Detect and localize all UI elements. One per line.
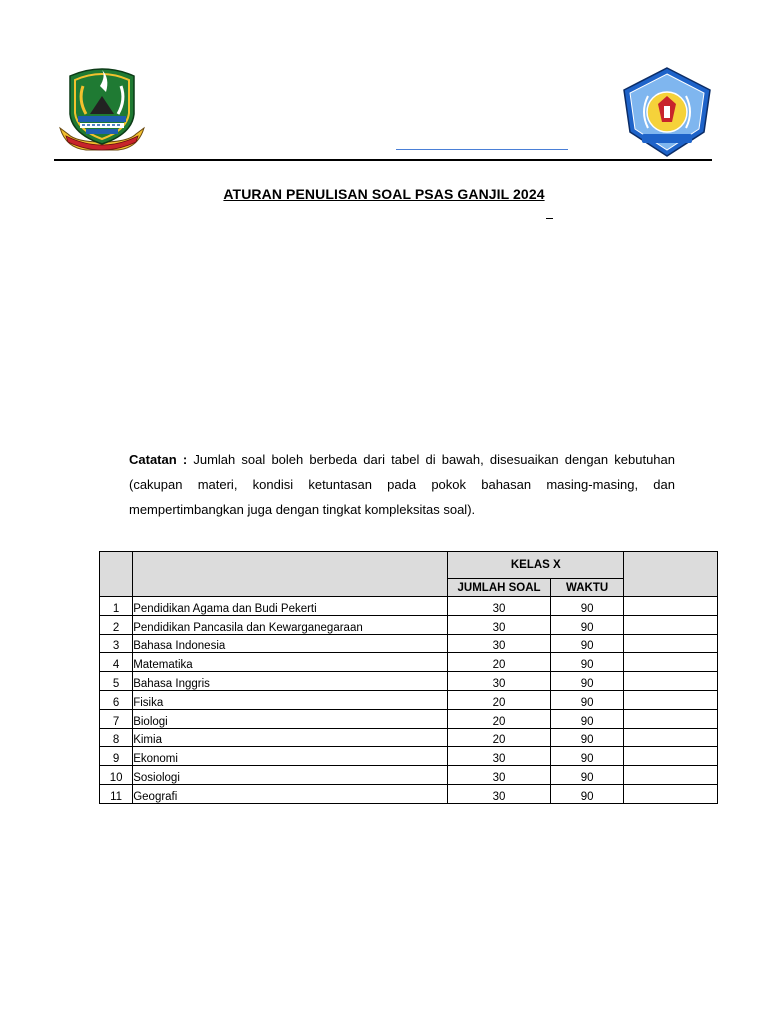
row-number: 9 (100, 747, 133, 766)
table-row (100, 709, 718, 728)
waktu-value: 90 (550, 709, 623, 728)
table-row (100, 615, 718, 634)
table-row (100, 653, 718, 672)
jumlah-soal-value: 30 (448, 597, 551, 616)
note-text: Jumlah soal boleh berbeda dari tabel di bawah, disesuaikan dengan kebutuhan (cakupan materi, kondisi ketuntasan pada pokok bahasan masing-masing, dan mempertimbangkan juga dengan tingkat kompleksitas soal). (129, 452, 675, 517)
extra-cell (624, 728, 718, 747)
stray-dash-mark (546, 218, 553, 219)
table-row (100, 634, 718, 653)
header-waktu: WAKTU (550, 579, 623, 597)
jumlah-soal-value: 30 (448, 784, 551, 803)
subject-name: Biologi (133, 709, 448, 728)
table-row (100, 597, 718, 616)
header-kelas-x: KELAS X (448, 552, 624, 579)
subject-name: Sosiologi (133, 766, 448, 785)
header-no-cell (100, 552, 133, 597)
school-emblem-icon (620, 66, 714, 158)
jumlah-soal-value: 20 (448, 709, 551, 728)
subject-name: Ekonomi (133, 747, 448, 766)
header-divider (54, 159, 712, 161)
waktu-value: 90 (550, 653, 623, 672)
subject-name: Pendidikan Agama dan Budi Pekerti (133, 597, 448, 616)
subject-name: Fisika (133, 690, 448, 709)
waktu-value: 90 (550, 766, 623, 785)
subject-name: Kimia (133, 728, 448, 747)
subject-name: Matematika (133, 653, 448, 672)
subject-name: Bahasa Indonesia (133, 634, 448, 653)
waktu-value: 90 (550, 784, 623, 803)
extra-cell (624, 747, 718, 766)
row-number: 4 (100, 653, 133, 672)
subject-name: Pendidikan Pancasila dan Kewarganegaraan (133, 615, 448, 634)
jumlah-soal-value: 30 (448, 672, 551, 691)
header-extra-cell (624, 552, 718, 597)
jumlah-soal-value: 30 (448, 634, 551, 653)
west-java-emblem-icon (56, 62, 148, 158)
waktu-value: 90 (550, 597, 623, 616)
waktu-value: 90 (550, 672, 623, 691)
extra-cell (624, 709, 718, 728)
row-number: 1 (100, 597, 133, 616)
row-number: 10 (100, 766, 133, 785)
table-body (100, 597, 718, 804)
extra-cell (624, 634, 718, 653)
table-row (100, 784, 718, 803)
document-title: ATURAN PENULISAN SOAL PSAS GANJIL 2024 (223, 186, 545, 202)
table-row (100, 766, 718, 785)
table-row (100, 690, 718, 709)
waktu-value: 90 (550, 728, 623, 747)
header-jumlah-soal: JUMLAH SOAL (448, 579, 551, 597)
row-number: 3 (100, 634, 133, 653)
table-row (100, 672, 718, 691)
waktu-value: 90 (550, 747, 623, 766)
jumlah-soal-value: 20 (448, 690, 551, 709)
note-paragraph (129, 447, 675, 522)
jumlah-soal-value: 30 (448, 747, 551, 766)
header-subject-cell (133, 552, 448, 597)
extra-cell (624, 672, 718, 691)
row-number: 7 (100, 709, 133, 728)
jumlah-soal-value: 20 (448, 653, 551, 672)
extra-cell (624, 766, 718, 785)
waktu-value: 90 (550, 634, 623, 653)
row-number: 8 (100, 728, 133, 747)
jumlah-soal-value: 30 (448, 766, 551, 785)
header-blue-underline (396, 149, 568, 150)
exam-question-table (99, 551, 718, 804)
school-emblem-logo (620, 66, 714, 158)
table-row (100, 747, 718, 766)
extra-cell (624, 653, 718, 672)
waktu-value: 90 (550, 615, 623, 634)
row-number: 6 (100, 690, 133, 709)
row-number: 11 (100, 784, 133, 803)
row-number: 2 (100, 615, 133, 634)
jumlah-soal-value: 30 (448, 615, 551, 634)
extra-cell (624, 597, 718, 616)
west-java-emblem-logo (56, 62, 148, 158)
waktu-value: 90 (550, 690, 623, 709)
extra-cell (624, 784, 718, 803)
table-row (100, 728, 718, 747)
subject-name: Bahasa Inggris (133, 672, 448, 691)
extra-cell (624, 690, 718, 709)
jumlah-soal-value: 20 (448, 728, 551, 747)
row-number: 5 (100, 672, 133, 691)
subject-name: Geografi (133, 784, 448, 803)
note-label: Catatan : (129, 452, 188, 467)
extra-cell (624, 615, 718, 634)
